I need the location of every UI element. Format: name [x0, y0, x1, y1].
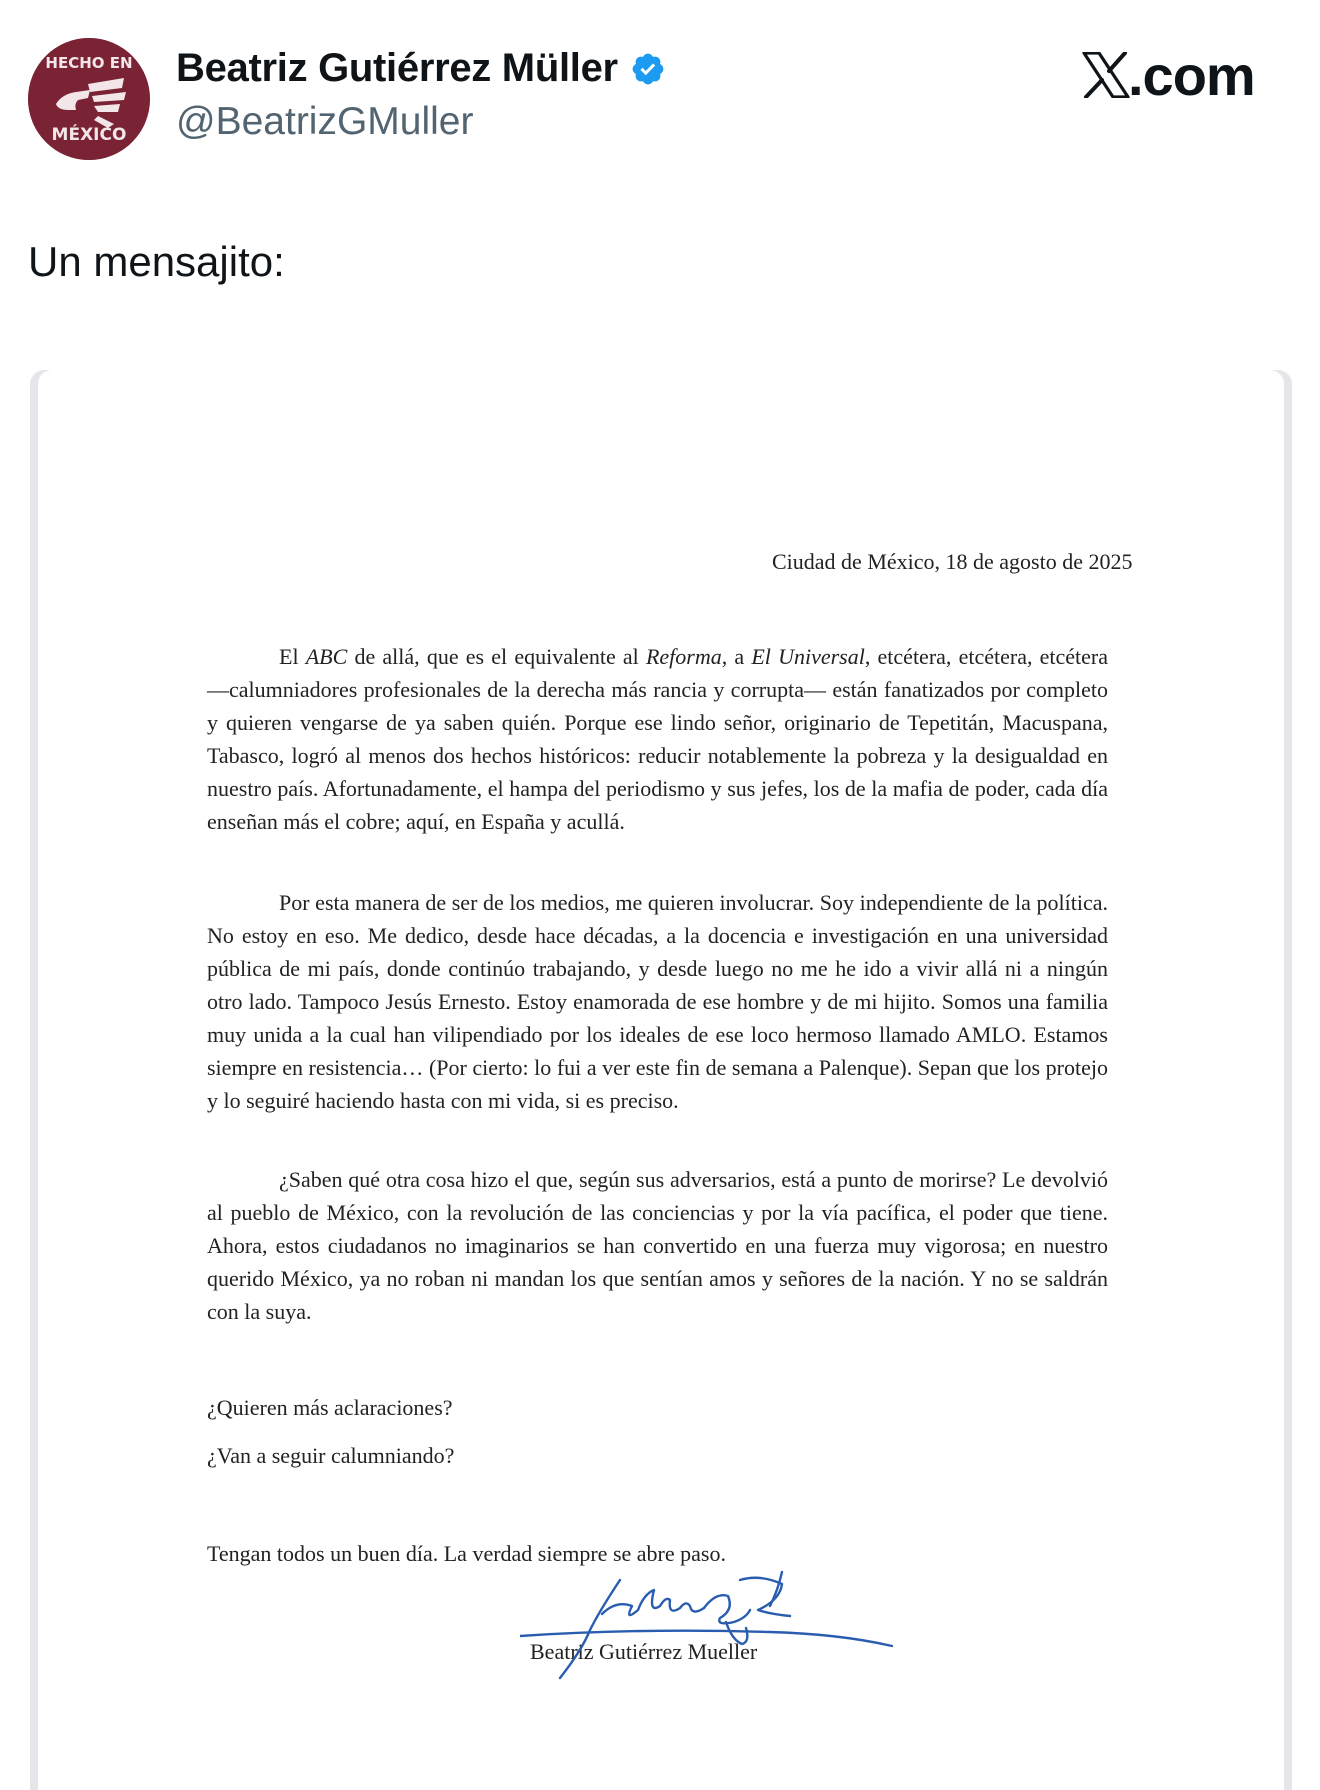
author-name-row — [176, 46, 666, 91]
text-run: El — [279, 644, 306, 669]
watermark-text: .com — [1128, 44, 1255, 107]
letter-question-2: ¿Van a seguir calumniando? — [207, 1443, 455, 1468]
text-run: , a — [721, 644, 752, 669]
tweet-text: Un mensajito: — [28, 238, 285, 285]
letter-paragraph-3: ¿Saben qué otra cosa hizo el que, según sus adversarios, está a punto de morirse? Le devolvió al pueblo de México, con la revolución de las conciencias y por la vía pacífica, el poder que tiene. Ahora, estos ciudadanos no imaginarios se han convertido en una fuerza muy vigorosa; en nuestro querido México, ya no roban ni mandan los que sentían amos y señores de la nación. Y no se saldrán con la suya. — [207, 1167, 1108, 1324]
newspaper-name-reforma: Reforma — [645, 644, 722, 669]
x-logo-icon — [1082, 52, 1130, 98]
signature-name: Beatriz Gutiérrez Mueller — [530, 1639, 758, 1664]
logo-text-bottom: MÉXICO — [51, 125, 127, 145]
letter-date: Ciudad de México, 18 de agosto de 2025 — [772, 549, 1133, 574]
x-com-watermark — [1082, 44, 1255, 107]
verified-badge-icon[interactable] — [630, 51, 666, 87]
letter-paragraph-1 — [207, 640, 1108, 838]
newspaper-name-abc: ABC — [305, 644, 348, 669]
letter-paragraph-2: Por esta manera de ser de los medios, me quieren involucrar. Soy independiente de la política. No estoy en eso. Me dedico, desde hace décadas, a la docencia e investigación en una universidad pública de mi país, donde continúo trabajando, y desde luego no me he ido a vivir allá ni a ningún otro lado. Tampoco Jesús Ernesto. Estoy enamorada de ese hombre y de mi hijito. Somos una familia muy unida a la cual han vilipendiado por los ideales de ese loco hermoso llamado AMLO. Estamos siempre en resistencia… (Por cierto: lo fui a ver este fin de semana a Palenque). Sepan que los protejo y lo seguiré haciendo hasta con mi vida, si es preciso. — [207, 890, 1108, 1113]
avatar[interactable] — [28, 38, 150, 160]
display-name[interactable]: Beatriz Gutiérrez Müller — [176, 46, 618, 90]
newspaper-name-el-universal: El Universal — [751, 644, 865, 669]
letter-closing: Tengan todos un buen día. La verdad siempre se abre paso. — [207, 1541, 726, 1566]
hecho-en-mexico-logo-icon — [28, 38, 150, 160]
logo-text-top: HECHO EN — [45, 54, 133, 72]
text-run: de allá, que es el equivalente al — [347, 644, 646, 669]
handwritten-signature — [520, 1570, 910, 1680]
text-run: , etcétera, etcétera, etcétera —calumniadores profesionales de la derecha más rancia y corrupta— están fanatizados por completo y quieren vengarse de ya saben quién. Porque ese lindo señor, originario de Tepetitán, Macuspana, Tabasco, logró al menos dos hechos históricos: reducir notablemente la pobreza y la desigualdad en nuestro país. Afortunadamente, el hampa del periodismo y sus jefes, los de la mafia de poder, cada día enseñan más el cobre; aquí, en España y acullá. — [207, 644, 1109, 834]
letter-question-1: ¿Quieren más aclaraciones? — [207, 1395, 453, 1420]
user-handle[interactable]: @BeatrizGMuller — [176, 100, 474, 143]
